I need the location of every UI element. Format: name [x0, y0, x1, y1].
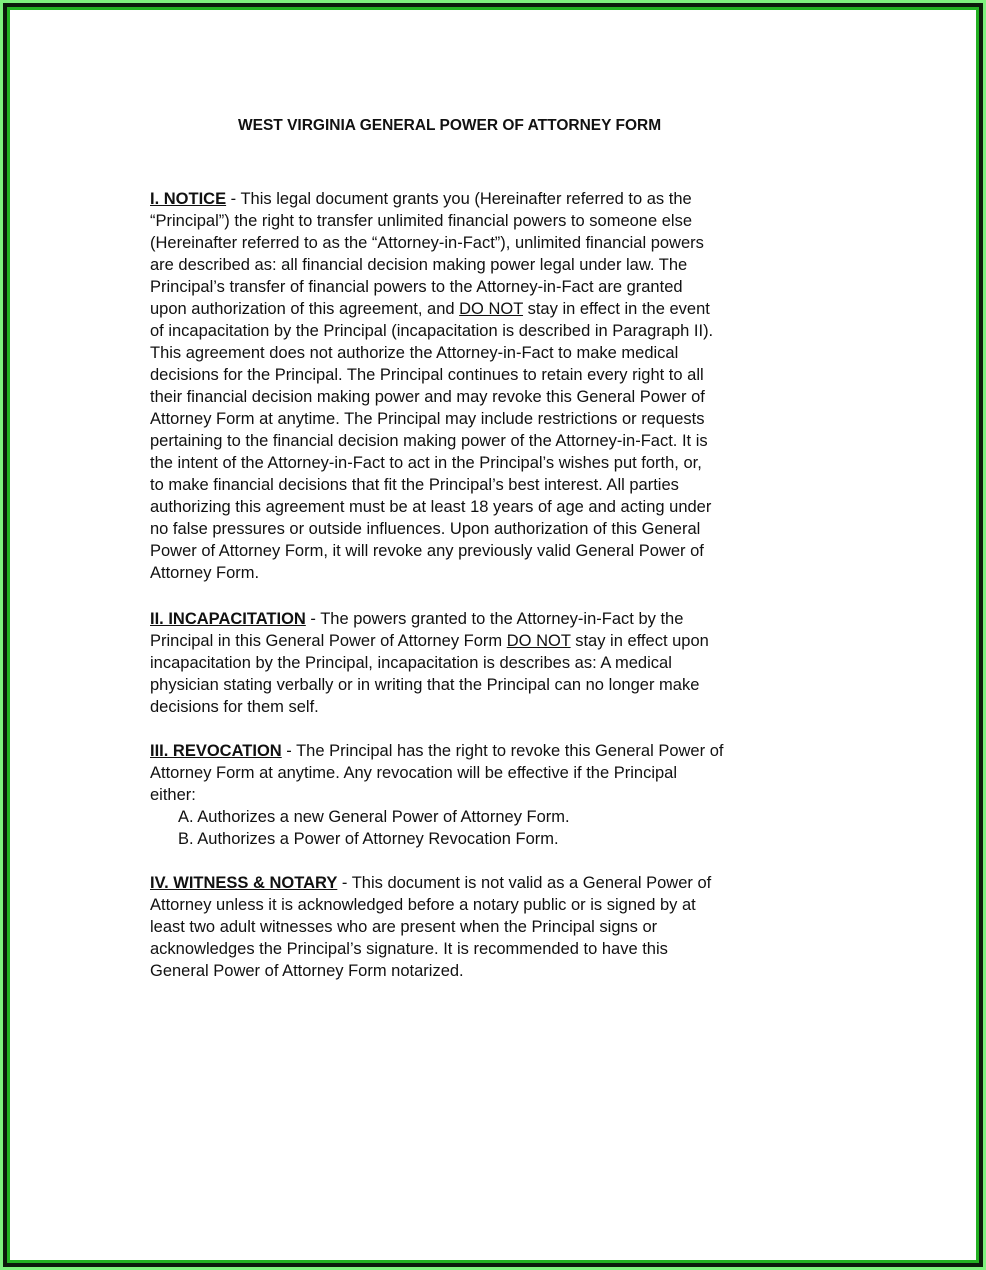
text-segment: A. Authorizes a new General Power of Attorney Form.: [178, 808, 570, 826]
text-segment: authorizing this agreement must be at least 18 years of age and acting under: [150, 498, 712, 516]
text-segment: least two adult witnesses who are present when the Principal signs or: [150, 918, 658, 936]
text-line: [150, 188, 713, 210]
text-line: [150, 320, 713, 342]
text-segment: - The powers granted to the Attorney-in-Fact by the: [305, 610, 684, 628]
text-line: [150, 960, 711, 982]
text-segment: Attorney Form at anytime. The Principal may include restrictions or requests: [150, 410, 705, 428]
text-segment: - This legal document grants you (Hereinafter referred to as the: [226, 190, 692, 208]
text-line: [150, 784, 723, 806]
text-segment: no false pressures or outside influences. Upon authorization of this General: [150, 520, 701, 538]
text-line: [150, 652, 709, 674]
text-segment: are described as: all financial decision making power legal under law. The: [150, 256, 688, 274]
text-segment: Attorney unless it is acknowledged before a notary public or is signed by at: [150, 896, 696, 914]
text-line: [150, 762, 723, 784]
text-line: [150, 386, 713, 408]
text-line: [150, 540, 713, 562]
text-line: [150, 364, 713, 386]
text-line: [150, 276, 713, 298]
text-segment: “Principal”) the right to transfer unlimited financial powers to someone else: [150, 212, 693, 230]
text-segment: Principal in this General Power of Attorney Form: [150, 632, 507, 650]
text-line: [150, 342, 713, 364]
text-line: [150, 938, 711, 960]
text-segment: This agreement does not authorize the Attorney-in-Fact to make medical: [150, 344, 679, 362]
section-heading: II. INCAPACITATION: [150, 610, 306, 628]
text-line: [150, 828, 723, 850]
text-segment: Attorney Form at anytime. Any revocation will be effective if the Principal: [150, 764, 678, 782]
text-line: [150, 408, 713, 430]
text-line: [150, 254, 713, 276]
text-segment: acknowledges the Principal’s signature. It is recommended to have this: [150, 940, 668, 958]
document-title: WEST VIRGINIA GENERAL POWER OF ATTORNEY FORM: [238, 117, 662, 134]
section-revocation: [150, 740, 723, 850]
text-segment: General Power of Attorney Form notarized.: [150, 962, 464, 980]
text-segment: incapacitation by the Principal, incapacitation is describes as: A medical: [150, 654, 672, 672]
text-segment: Principal’s transfer of financial powers to the Attorney-in-Fact are granted: [150, 278, 683, 296]
text-line: [150, 496, 713, 518]
text-segment: either:: [150, 786, 196, 804]
text-line: [150, 894, 711, 916]
text-line: [150, 210, 713, 232]
text-segment: stay in effect upon: [570, 632, 709, 650]
section-heading: I. NOTICE: [150, 190, 227, 208]
section-incapacitation: [150, 608, 709, 718]
text-line: [150, 430, 713, 452]
text-line: [150, 696, 709, 718]
text-segment: their financial decision making power and may revoke this General Power of: [150, 388, 705, 406]
text-line: [150, 608, 709, 630]
text-segment: (Hereinafter referred to as the “Attorney-in-Fact”), unlimited financial powers: [150, 234, 704, 252]
text-line: [150, 452, 713, 474]
emphasis-text: DO NOT: [459, 300, 524, 318]
text-segment: to make financial decisions that fit the Principal’s best interest. All parties: [150, 476, 679, 494]
text-line: [150, 474, 713, 496]
text-segment: pertaining to the financial decision making power of the Attorney-in-Fact. It is: [150, 432, 708, 450]
text-line: [150, 674, 709, 696]
text-line: [150, 562, 713, 584]
section-heading: III. REVOCATION: [150, 742, 282, 760]
emphasis-text: DO NOT: [506, 632, 571, 650]
text-line: [150, 872, 711, 894]
text-segment: stay in effect in the event: [523, 300, 710, 318]
section-notice: [150, 188, 713, 584]
text-line: [150, 298, 713, 320]
section-heading: IV. WITNESS & NOTARY: [150, 874, 338, 892]
text-line: [150, 740, 723, 762]
text-segment: of incapacitation by the Principal (incapacitation is described in Paragraph II).: [150, 322, 714, 340]
text-line: [150, 916, 711, 938]
text-segment: upon authorization of this agreement, and: [150, 300, 460, 318]
text-line: [150, 232, 713, 254]
text-segment: Power of Attorney Form, it will revoke any previously valid General Power of: [150, 542, 704, 560]
text-segment: physician stating verbally or in writing that the Principal can no longer make: [150, 676, 700, 694]
text-segment: the intent of the Attorney-in-Fact to act in the Principal’s wishes put forth, or,: [150, 454, 702, 472]
text-segment: Attorney Form.: [150, 564, 260, 582]
text-segment: decisions for them self.: [150, 698, 319, 716]
section-witness-notary: [150, 872, 711, 982]
text-line: [150, 518, 713, 540]
text-segment: B. Authorizes a Power of Attorney Revocation Form.: [178, 830, 559, 848]
text-line: [150, 806, 723, 828]
text-segment: decisions for the Principal. The Principal continues to retain every right to all: [150, 366, 704, 384]
text-segment: - This document is not valid as a General Power of: [337, 874, 712, 892]
text-segment: - The Principal has the right to revoke this General Power of: [281, 742, 724, 760]
text-line: [150, 630, 709, 652]
